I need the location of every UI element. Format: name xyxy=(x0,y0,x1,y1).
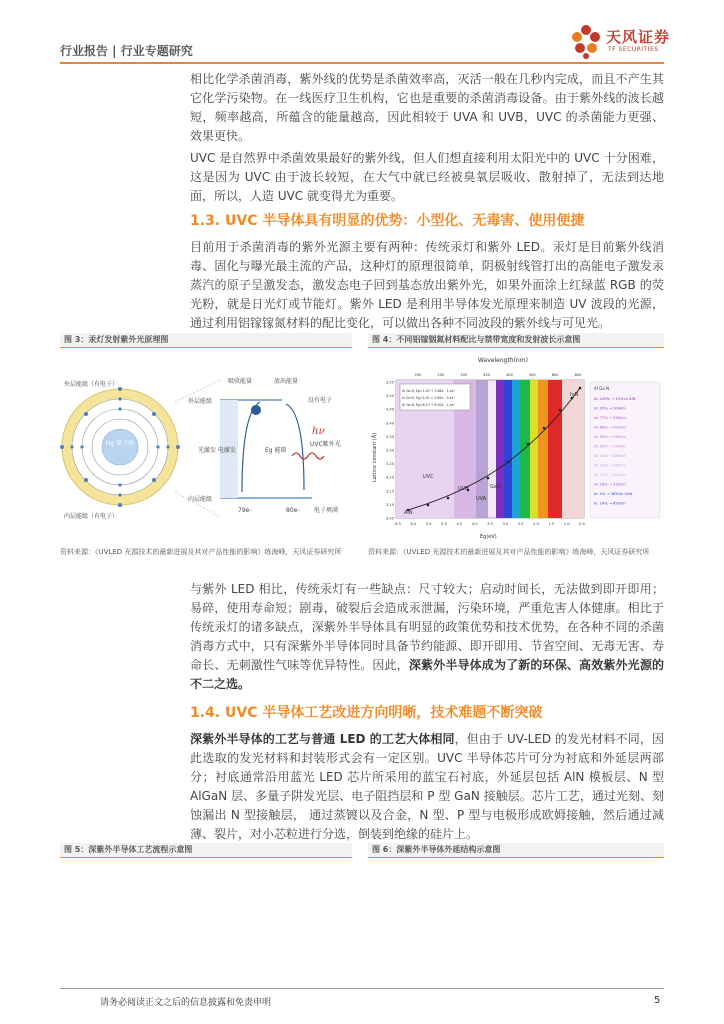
legend-right-item: Al: 68% → 253nm xyxy=(594,425,626,430)
logo-cn: 天风证券 xyxy=(606,28,671,46)
gan-point-label: GaN xyxy=(490,484,501,490)
y-tick-label: 3.15 xyxy=(385,489,394,494)
y-axis-label: Lattice constant (Å) xyxy=(372,432,378,482)
left-value-label: 79e- xyxy=(238,507,252,514)
gap-label: Eg 能隙 xyxy=(265,447,287,454)
paragraph-3: 目前用于杀菌消毒的紫外光源主要有两种：传统汞灯和紫外 LED。汞灯是目前紫外线消毒、固化与曝光最主流的产品，这种灯的原理很简单，阴极射线管打出的高能电子激发汞蒸汽的原子呈激发态，激发态电子回到基态放出紫外光，如果外面涂上红绿蓝 RGB 的荧光粉，就是日光灯或节能灯。紫外 LED 是利用半导体发光原理来制造 UV 波段的光源，通过利用铝镓镓氮材料的配比变化，可以做出各种不同波段的紫外线与可见光。 xyxy=(190,240,664,330)
top-tick-label: 300 xyxy=(460,373,468,377)
figure-3-rule xyxy=(60,347,352,348)
legend-right-item: In: 14% → 450nm xyxy=(594,501,626,506)
figure-5-label: 图 5：深紫外半导体工艺流程示意图 xyxy=(60,843,352,857)
y-tick-label: 3.55 xyxy=(385,380,394,385)
legend-right-item: Al: 39% → 285nm xyxy=(594,463,626,468)
y-tick-label: 3.20 xyxy=(385,475,394,480)
legend-right-item: Al: 30% → 300nm xyxy=(594,473,626,477)
paragraph-4-bold: 深紫外半导体成为了新的环保、高效紫外光源的不二之选。 xyxy=(190,658,664,691)
top-tick-label: 250 xyxy=(437,373,445,377)
page-header xyxy=(0,0,724,72)
page-number: 5 xyxy=(654,995,661,1006)
x-tick-label: 1.5 xyxy=(548,522,555,526)
y-tick-label: 3.40 xyxy=(385,421,394,426)
y-tick-label: 3.05 xyxy=(385,516,394,521)
paragraph-5-text: ，但由于 UV-LED 的发光材料不同，因此选取的发光材料和封装形式会有一定区别。UVC 半导体芯片可分为衬底和外延层两部分；衬底通常沿用蓝光 LED 芯片所采用的蓝宝石衬底，外延层包括 AlN 模板层、N 型 AlGaN 层、多量子阱发光层、电子阻挡层和 P 型 GaN 接触层。芯片工艺，通过光刻、刻蚀漏出 N 型接触层， 通过蒸镀以及合金，N 型、P 型与电极形成欧姆接触，然后通过减薄、裂片，对小芯粒进行分选，倒装到绝缘的硅片上。 xyxy=(190,732,664,841)
uvc-region-label: UVC xyxy=(423,474,434,480)
paragraph-2: UVC 是自然界中杀菌效果最好的紫外线，但人们想直接利用太阳光中的 UVC 十分困难，这是因为 UVC 由于波长较短，在大气中就已经被臭氧层吸收、散射掉了，无法到达地面，所以，人造 UVC 就变得尤为重要。 xyxy=(190,151,664,203)
top-tick-label: 500 xyxy=(528,373,536,377)
outer-orbit-label: 外层能级（有电子） xyxy=(64,381,119,388)
outer-level-label: 外层能级 xyxy=(188,398,213,405)
x-tick-label: 6.5 xyxy=(395,522,401,526)
logo-flower-icon xyxy=(568,22,604,60)
x-tick-label: 3.5 xyxy=(487,522,493,526)
y-tick-label: 3.25 xyxy=(385,462,394,467)
right-value-label: 80e- xyxy=(286,507,300,514)
x-tick-label: 0.5 xyxy=(579,522,585,526)
figure-4-rule xyxy=(368,347,664,348)
footer-disclaimer: 请务必阅读正文之后的信息披露和免责申明 xyxy=(100,998,272,1008)
header-divider xyxy=(60,62,664,64)
legend-right-item: Al: 18% → 320nm xyxy=(594,482,626,487)
legend-right-item: Al: 100% → 197nm AlN xyxy=(594,397,636,401)
chart-title: Wavelength(nm) xyxy=(478,357,528,364)
release-label: 放出能量 xyxy=(274,378,299,385)
excite-label: 光激发 电激发 xyxy=(198,447,236,454)
legend-right-item: Al: 50% → 270nm xyxy=(594,444,626,449)
figure-4-source: 资料来源：《UVLED 光源技术的最新进展及其对产品性能的影响》练海峰，天风证券研究所 xyxy=(368,548,650,556)
x-tick-label: 2.0 xyxy=(533,522,539,526)
legend-left-2: In Ga N, Eg=3.42 + 2.65x - 3.4x² xyxy=(402,396,455,400)
top-tick-label: 400 xyxy=(505,373,513,377)
legend-left-1: Al Ga N, Eg=1.42 + 2.88x - 1.4x² xyxy=(402,389,455,393)
legend-right-item: Al: 77% → 226nm xyxy=(594,416,626,420)
uvb-region-label: UVB xyxy=(458,486,469,492)
paragraph-4-text: 与紫外 LED 相比，传统汞灯有一些缺点：尺寸较大；启动时间长，无法做到即开即用；易碎，使用寿命短；剧毒，破裂后会造成汞泄漏，污染环境，严重危害人体健康。相比于传统汞灯的诸多缺点，深紫外半导体具有明显的政策优势和技术优势，在各种不同的杀菌消毒方式中，只有深紫外半导体同时具备节约能源、即开即用、节省空间、无毒无害、寿命长、无刺激性气味等优异特性。因此， xyxy=(190,582,664,672)
x-tick-label: 4.5 xyxy=(456,522,463,526)
x-axis-label: Eg(eV) xyxy=(480,534,497,540)
figure-3-source: 资料来源：《UVLED 光源技术的最新进展及其对产品性能的影响》练海峰，天风证券研究所 xyxy=(60,548,342,556)
top-tick-label: 350 xyxy=(483,373,491,377)
logo-en: TF SECURITIES xyxy=(608,46,659,53)
section-title-1-4: 1.4. UVC 半导体工艺改进方向明晰，技术难题不断突破 xyxy=(190,705,543,721)
legend-right-item: Al: 44% → 280nm xyxy=(594,454,626,458)
legend-right-item: Al: 95% → 204nm xyxy=(594,406,626,411)
x-tick-label: 2.5 xyxy=(517,522,524,526)
legend-right-item: Al: 60% → 255nm xyxy=(594,435,626,439)
paragraph-4 xyxy=(190,580,664,694)
footer-divider xyxy=(60,988,664,989)
top-tick-label: 600 xyxy=(551,373,559,377)
nucleus-label: Hg 原子核 xyxy=(105,440,135,447)
paragraph-5-bold: 深紫外半导体的工艺与普通 LED 的工艺大体相同 xyxy=(190,732,455,746)
hv-label: hν xyxy=(312,426,325,437)
figure-6-rule xyxy=(368,857,664,858)
y-tick-label: 3.50 xyxy=(385,394,394,399)
vacancy-label: 电子填满 xyxy=(314,507,339,514)
uva-region-label: UVA xyxy=(476,496,487,502)
figure-6-label: 图 6：深紫外半导体外延结构示意图 xyxy=(368,843,664,857)
y-tick-label: 3.45 xyxy=(385,407,394,412)
inner-level-label: 内层能级 xyxy=(188,496,213,503)
legend-right-title: Al Ga N xyxy=(594,386,609,391)
section-title-1-3: 1.3. UVC 半导体具有明显的优势：小型化、无毒害、使用便捷 xyxy=(190,213,585,229)
x-tick-label: 4.0 xyxy=(471,522,478,526)
paragraph-5 xyxy=(190,730,664,844)
x-tick-label: 5.5 xyxy=(425,522,432,526)
x-tick-label: 5.0 xyxy=(441,522,447,526)
figure-4-label: 图 4：不同铝镓铟氮材料配比与禁带宽度和发射波长示意图 xyxy=(368,333,664,347)
y-tick-label: 3.30 xyxy=(385,448,394,453)
figure-3-diagram xyxy=(60,352,352,542)
report-category: 行业报告 | 行业专题研究 xyxy=(60,44,193,58)
paragraph-1: 相比化学杀菌消毒，紫外线的优势是杀菌效率高，灭活一般在几秒内完成，而且不产生其它化学污染物。在一线医疗卫生机构，它也是重要的杀菌消毒设备。由于紫外线的波长越短，频率越高，所蕴含的能量越高，因此相较于 UVA 和 UVB，UVC 的杀菌能力更强、效果更快。 xyxy=(190,72,664,143)
top-tick-label: 200 xyxy=(414,373,422,377)
figure-5-rule xyxy=(60,857,352,858)
x-tick-label: 3.0 xyxy=(502,522,509,526)
inn-point-label: InN xyxy=(570,392,579,398)
uv-light-label: UVC紫外光 xyxy=(310,441,341,448)
y-tick-label: 3.35 xyxy=(385,434,394,439)
legend-left-3: Al Ga N, Eg=6.23 + 6.00x - 1.4x² xyxy=(402,403,455,407)
absorb-label: 吸收能量 xyxy=(228,378,253,385)
y-tick-label: 3.10 xyxy=(385,502,394,507)
figure-4-chart xyxy=(368,352,664,542)
electron-state-label: 没有电子 xyxy=(308,397,333,404)
figure-3-label: 图 3：汞灯发射紫外光原理图 xyxy=(60,333,352,347)
top-tick-label: 800 xyxy=(574,373,582,377)
x-tick-label: 6.0 xyxy=(410,522,417,526)
company-logo xyxy=(568,22,688,62)
inner-orbit-label: 内层能级（有电子） xyxy=(64,513,119,520)
legend-right-item: In: 0% → 365nm GaN xyxy=(594,492,633,496)
x-tick-label: 1.0 xyxy=(563,522,570,526)
aln-point-label: AlN xyxy=(404,510,413,516)
